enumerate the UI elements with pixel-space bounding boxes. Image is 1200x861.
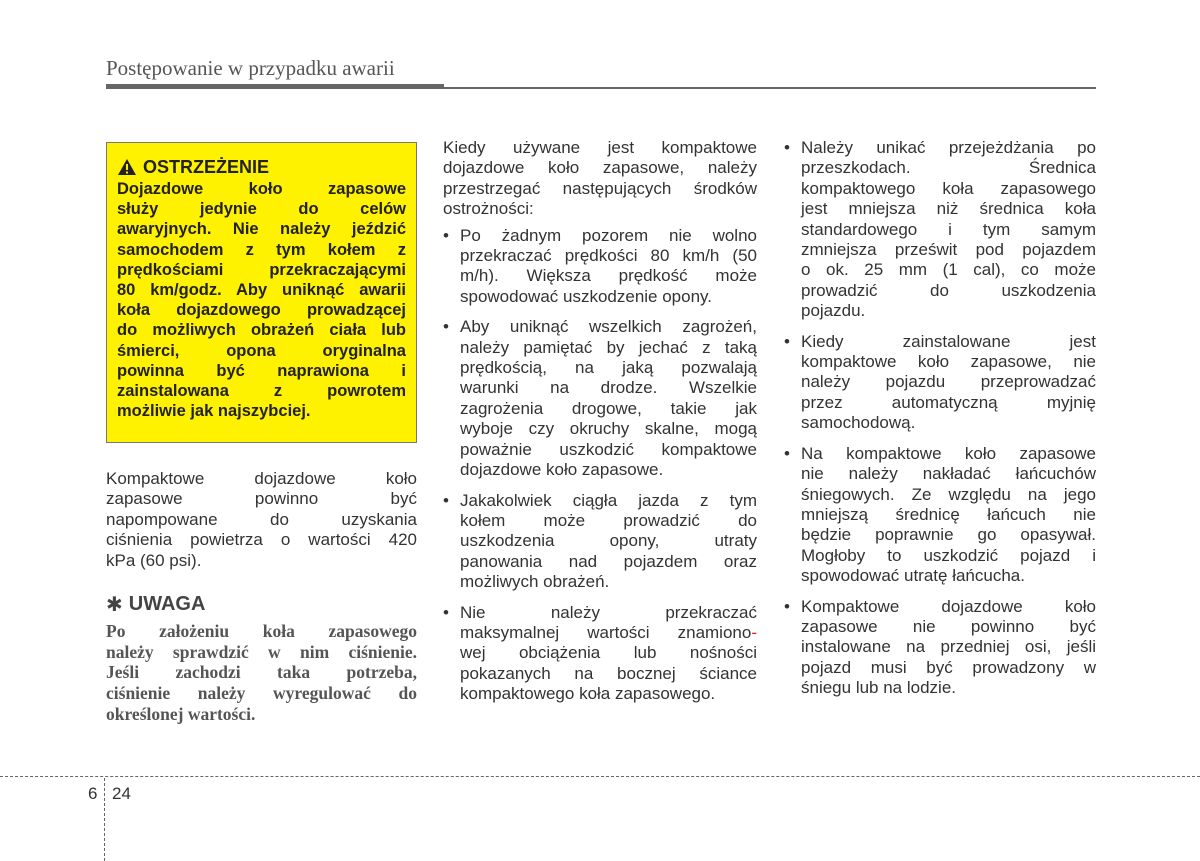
item-line: śniegowych. Ze względu na jego	[801, 484, 1096, 504]
warning-line: awaryjnych. Nie należy jeździć	[117, 220, 406, 239]
section-title: Postępowanie w przypadku awarii	[106, 56, 395, 80]
item-line: przez automatyczną myjnię	[801, 392, 1096, 412]
note-title: UWAGA	[128, 593, 206, 615]
item-line: poważnie uszkodzić kompaktowe	[460, 439, 757, 459]
paragraph-line: ciśnienia powietrza o wartości 420	[106, 530, 417, 550]
bullet-icon: •	[443, 490, 449, 510]
item-line: Na kompaktowe koło zapasowe	[801, 443, 1096, 463]
item-line: zmniejsza prześwit pod pojazdem	[801, 240, 1096, 260]
list-item	[784, 444, 1096, 587]
item-line: zapasowe nie powinno być	[801, 616, 1096, 636]
item-line: warunki na drodze. Wszelkie	[460, 378, 757, 398]
warning-triangle-icon	[117, 158, 137, 176]
item-line: dojazdowe koło zapasowe.	[460, 460, 664, 480]
note-text	[106, 621, 417, 725]
warning-text	[117, 179, 406, 421]
intro-line: przestrzegać następujących środków	[443, 178, 757, 198]
item-line: pokazanych na bocznej ściance	[460, 663, 757, 683]
item-line: spowodować uszkodzenie opony.	[460, 286, 713, 306]
header-rule	[106, 84, 444, 89]
item-line: wyboje czy okruchy skalne, mogą	[460, 419, 757, 439]
warning-line: koła dojazdowego prowadzącej	[117, 301, 406, 320]
item-line: standardowego i tym samym	[801, 219, 1096, 239]
item-line: panowania nad pojazdem oraz	[460, 551, 757, 571]
column-middle	[443, 138, 757, 715]
column-right	[784, 138, 1096, 709]
item-line: prędkością, na jaką pozwalają	[460, 358, 757, 378]
note-heading	[106, 592, 205, 617]
footer-rule	[0, 776, 1200, 777]
list-item	[784, 332, 1096, 434]
chapter-number: 6	[88, 784, 98, 803]
bullet-icon: •	[784, 596, 790, 616]
paragraph-line: zapasowe powinno być	[106, 489, 417, 509]
item-line: prowadzić do uszkodzenia	[801, 280, 1096, 300]
warning-line: służy jedynie do celów	[117, 200, 406, 219]
warning-line: samochodem z tym kołem z	[117, 240, 406, 259]
item-line: śniegu lub na lodzie.	[801, 678, 957, 698]
item-line: pojazdu.	[801, 301, 866, 321]
warning-line: Dojazdowe koło zapasowe	[117, 180, 406, 198]
item-line: kompaktowe koło zapasowe, nie	[801, 352, 1096, 372]
item-line: m/h). Większa prędkość może	[460, 266, 757, 286]
precautions-intro	[443, 138, 757, 220]
item-line: o ok. 25 mm (1 cal), co może	[801, 260, 1096, 280]
hyphen-mark: -	[751, 622, 757, 642]
header-rule-thin	[444, 87, 1096, 89]
item-line: nie należy nakładać łańcuchów	[801, 464, 1096, 484]
intro-line: Kiedy używane jest kompaktowe	[443, 138, 757, 157]
item-line: instalowane na przedniej osi, jeśli	[801, 637, 1096, 657]
item-line: Należy unikać przejeżdżania po	[801, 138, 1096, 157]
bullet-icon: •	[443, 225, 449, 245]
list-item	[443, 603, 757, 705]
item-line: uszkodzenia opony, utraty	[460, 531, 757, 551]
paragraph-line: napompowane do uzyskania	[106, 509, 417, 529]
list-item	[443, 491, 757, 593]
page-number: 24	[112, 784, 131, 803]
item-line: kompaktowego koła zapasowego.	[460, 684, 716, 704]
warning-line: prędkościami przekraczającymi	[117, 260, 406, 279]
warning-line: do możliwych obrażeń ciała lub	[117, 321, 406, 340]
intro-line: dojazdowe koło zapasowe, należy	[443, 158, 757, 178]
bullet-icon: •	[443, 602, 449, 622]
note-line: należy sprawdzić w nim ciśnienie.	[106, 641, 417, 662]
item-line: należy pojazdu przeprowadzać	[801, 372, 1096, 392]
precautions-list	[443, 226, 757, 705]
note-line: określonej wartości.	[106, 703, 256, 724]
pressure-paragraph	[106, 469, 417, 571]
item-line: przeszkodach. Średnica	[801, 158, 1096, 178]
item-line: zagrożenia drogowe, takie jak	[460, 398, 757, 418]
warning-line: możliwie jak najszybciej.	[117, 402, 311, 421]
asterisk-icon: ✱	[106, 594, 123, 616]
list-item	[443, 317, 757, 480]
item-line: maksymalnej wartości znamiono-	[460, 622, 757, 642]
item-line: Kompaktowe dojazdowe koło	[801, 596, 1096, 616]
bullet-icon: •	[784, 331, 790, 351]
list-item	[784, 138, 1096, 322]
item-line: jest mniejsza niż średnica koła	[801, 199, 1096, 219]
note-line: Po założeniu koła zapasowego	[106, 621, 417, 641]
item-line: mniejszą średnicę łańcuch nie	[801, 504, 1096, 524]
list-item	[784, 597, 1096, 699]
item-line: pojazd musi być prowadzony w	[801, 657, 1096, 677]
item-line: spowodować utratę łańcucha.	[801, 566, 1025, 586]
warning-line: 80 km/godz. Aby uniknąć awarii	[117, 281, 406, 300]
item-line: kompaktowego koła zapasowego	[801, 178, 1096, 198]
note-line: Jeśli zachodzi taka potrzeba,	[106, 662, 417, 683]
item-line: Jakakolwiek ciągła jazda z tym	[460, 490, 757, 510]
paragraph-line: kPa (60 psi).	[106, 550, 202, 570]
item-line: przekraczać prędkości 80 km/h (50	[460, 246, 757, 266]
warning-line: zainstalowana z powrotem	[117, 382, 406, 401]
intro-line: ostrożności:	[443, 199, 534, 219]
item-line: wej obciążenia lub nośności	[460, 643, 757, 663]
footer-divider	[104, 778, 105, 861]
warning-heading	[117, 156, 406, 178]
item-line: Po żadnym pozorem nie wolno	[460, 225, 757, 245]
warning-line: powinna być naprawiona i	[117, 361, 406, 380]
bullet-icon: •	[443, 317, 449, 337]
list-item	[443, 226, 757, 308]
item-line: Mogłoby to uszkodzić pojazd i	[801, 545, 1096, 565]
precautions-list-continued	[784, 138, 1096, 699]
warning-box	[106, 142, 417, 443]
item-line: Kiedy zainstalowane jest	[801, 331, 1096, 351]
paragraph-line: Kompaktowe dojazdowe koło	[106, 469, 417, 488]
item-line: możliwych obrażeń.	[460, 572, 610, 592]
item-line: Aby uniknąć wszelkich zagrożeń,	[460, 317, 757, 337]
warning-title: OSTRZEŻENIE	[143, 157, 270, 177]
warning-line: śmierci, opona oryginalna	[117, 341, 406, 360]
item-line: Nie należy przekraczać	[460, 602, 757, 622]
bullet-icon: •	[784, 443, 790, 463]
item-line: samochodową.	[801, 413, 916, 433]
bullet-icon: •	[784, 138, 790, 157]
note-line: ciśnienie należy wyregulować do	[106, 683, 417, 704]
item-line: kołem może prowadzić do	[460, 510, 757, 530]
item-line: będzie poprawnie go opasywał.	[801, 525, 1096, 545]
item-line: należy pamiętać by jechać z taką	[460, 337, 757, 357]
